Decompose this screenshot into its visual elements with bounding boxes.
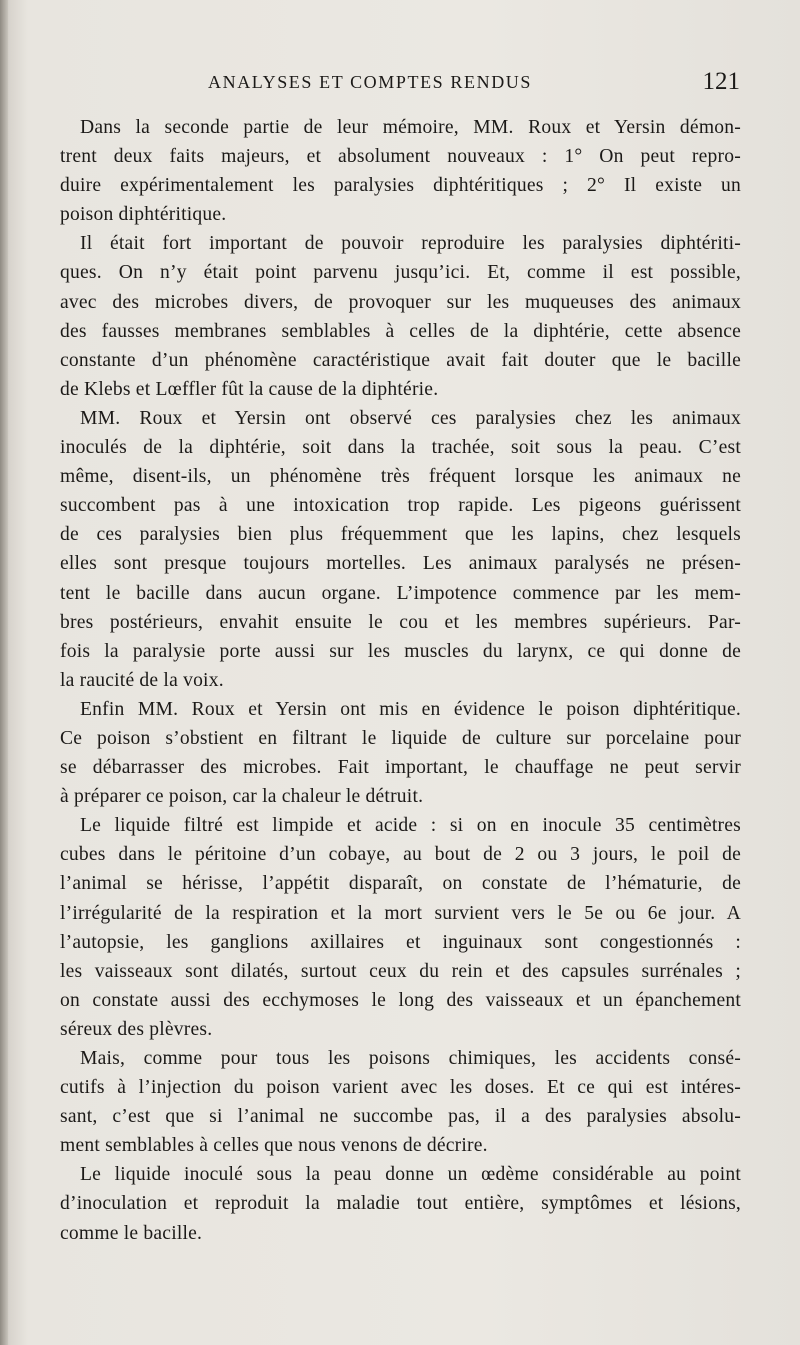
text-line: trent deux faits majeurs, et absolument nouveaux : 1° On peut repro- xyxy=(60,146,741,168)
text-line: elles sont presque toujours mortelles. Les animaux paralysés ne présen- xyxy=(60,553,741,575)
running-head xyxy=(60,70,740,100)
text-line: ques. On n’y était point parvenu jusqu’ici. Et, comme il est possible, xyxy=(60,262,741,284)
text-line: duire expérimentalement les paralysies diphtéritiques ; 2° Il existe un xyxy=(60,175,741,197)
text-line: la raucité de la voix. xyxy=(60,669,224,691)
paragraph xyxy=(60,695,741,811)
text-line: Il était fort important de pouvoir reproduire les paralysies diphtériti- xyxy=(80,233,741,255)
text-line: de Klebs et Lœffler fût la cause de la diphtérie. xyxy=(60,378,439,400)
text-line: Enfin MM. Roux et Yersin ont mis en évidence le poison diphtéritique. xyxy=(80,698,741,720)
text-line: comme le bacille. xyxy=(60,1222,203,1244)
text-line: même, disent-ils, un phénomène très fréquent lorsque les animaux ne xyxy=(60,466,741,488)
text-line: cutifs à l’injection du poison varient avec les doses. Et ce qui est intéres- xyxy=(60,1077,741,1099)
text-line: fois la paralysie porte aussi sur les muscles du larynx, ce qui donne de xyxy=(60,640,741,662)
text-line: sant, c’est que si l’animal ne succombe pas, il a des paralysies absolu- xyxy=(60,1106,741,1128)
text-line: succombent pas à une intoxication trop rapide. Les pigeons guérissent xyxy=(60,495,741,517)
text-line: l’irrégularité de la respiration et la mort survient vers le 5e ou 6e jour. A xyxy=(60,902,741,924)
text-line: bres postérieurs, envahit ensuite le cou et les membres supérieurs. Par- xyxy=(60,611,741,633)
page-number: 121 xyxy=(702,68,740,95)
text-line: on constate aussi des ecchymoses le long des vaisseaux et un épanchement xyxy=(60,989,741,1011)
text-line: séreux des plèvres. xyxy=(60,1018,213,1040)
text-line: de ces paralysies bien plus fréquemment que les lapins, chez lesquels xyxy=(60,524,741,546)
text-line: poison diphtéritique. xyxy=(60,204,227,226)
paragraph xyxy=(60,404,741,695)
text-line: des fausses membranes semblables à celles de la diphtérie, cette absence xyxy=(60,320,741,342)
text-line: l’animal se hérisse, l’appétit disparaît, on constate de l’hématurie, de xyxy=(60,873,741,895)
text-line: constante d’un phénomène caractéristique avait fait douter que le bacille xyxy=(60,349,741,371)
text-line: ment semblables à celles que nous venons de décrire. xyxy=(60,1135,488,1157)
paragraph xyxy=(60,1160,741,1247)
text-line: Dans la seconde partie de leur mémoire, MM. Roux et Yersin démon- xyxy=(80,117,741,138)
text-line: Ce poison s’obstient en filtrant le liquide de culture sur porcelaine pour xyxy=(60,727,741,749)
text-line: les vaisseaux sont dilatés, surtout ceux du rein et des capsules surrénales ; xyxy=(60,960,741,982)
text-line: MM. Roux et Yersin ont observé ces paralysies chez les animaux xyxy=(80,407,741,429)
binding-shadow xyxy=(0,0,8,1345)
text-line: se débarrasser des microbes. Fait important, le chauffage ne peut servir xyxy=(60,757,741,779)
text-line: inoculés de la diphtérie, soit dans la trachée, soit sous la peau. C’est xyxy=(60,437,741,459)
text-line: à préparer ce poison, car la chaleur le détruit. xyxy=(60,786,424,808)
body-text xyxy=(60,113,741,1248)
text-line: Le liquide inoculé sous la peau donne un œdème considérable au point xyxy=(80,1164,741,1186)
text-line: cubes dans le péritoine d’un cobaye, au bout de 2 ou 3 jours, le poil de xyxy=(60,844,741,866)
running-title: ANALYSES ET COMPTES RENDUS xyxy=(208,72,533,92)
text-line: d’inoculation et reproduit la maladie tout entière, symptômes et lésions, xyxy=(60,1193,741,1215)
text-line: Mais, comme pour tous les poisons chimiques, les accidents consé- xyxy=(80,1048,741,1069)
paragraph xyxy=(60,229,741,404)
paragraph xyxy=(60,1044,741,1160)
paragraph xyxy=(60,811,741,1044)
text-line: avec des microbes divers, de provoquer sur les muqueuses des animaux xyxy=(60,291,741,313)
paragraph xyxy=(60,113,741,229)
text-line: Le liquide filtré est limpide et acide : si on en inocule 35 centimètres xyxy=(80,815,741,837)
text-line: tent le bacille dans aucun organe. L’impotence commence par les mem- xyxy=(60,582,741,604)
text-line: l’autopsie, les ganglions axillaires et inguinaux sont congestionnés : xyxy=(60,931,741,953)
